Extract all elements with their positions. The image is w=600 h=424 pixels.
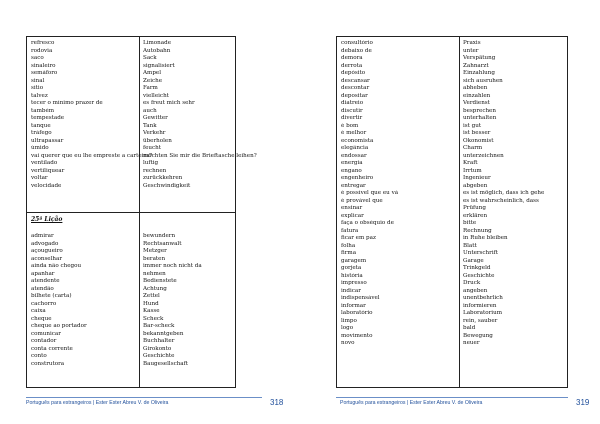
page-number: 319 xyxy=(576,398,590,407)
vocab-term-de: zurückkehren xyxy=(143,175,183,181)
vocab-term-pt: refresco xyxy=(31,40,55,46)
vocab-term-de: Geschichte xyxy=(463,272,495,279)
vocab-term-pt: velocidade xyxy=(31,182,62,189)
vocab-term-pt: voltar xyxy=(31,175,48,181)
vocab-term-de: Bedienstete xyxy=(143,278,177,284)
vocab-term-pt: história xyxy=(341,272,363,279)
footer-rule xyxy=(26,397,262,398)
vocab-term-pt: saco xyxy=(31,55,44,61)
vocab-term-pt: energia xyxy=(341,160,363,166)
vocab-term-pt: talvez xyxy=(31,92,48,99)
vocab-term-de: Verkehr xyxy=(143,130,166,136)
vocab-term-de: Garage xyxy=(463,257,484,264)
lesson-heading xyxy=(31,216,62,224)
vocab-term-pt: vai querer que eu lhe empreste a carteira? xyxy=(31,152,153,159)
vocab-term-de: erklären xyxy=(463,212,488,219)
vocab-term-de: vielleicht xyxy=(143,92,169,99)
vocab-table-left xyxy=(26,36,257,388)
vocab-term-pt: cheque xyxy=(31,315,52,322)
vocab-term-pt: é melhor xyxy=(341,130,367,136)
vocab-term-pt: gorjeta xyxy=(341,265,362,271)
vocab-term-pt: comunicar xyxy=(31,330,61,337)
page-number: 318 xyxy=(270,398,284,407)
german-column xyxy=(143,233,202,368)
vocab-term-de: signalisiert xyxy=(143,62,175,69)
vocab-term-pt: conta corrente xyxy=(31,345,73,352)
vocab-term-de: bitte xyxy=(463,220,477,226)
vocab-term-pt: açougueiro xyxy=(31,248,63,254)
vocab-term-de: Ingenieur xyxy=(463,175,491,181)
vocab-term-de: es ist möglich, dass ich gehe xyxy=(463,190,545,196)
vocab-term-de: Scheck xyxy=(143,315,164,322)
vocab-term-de: Autobahn xyxy=(143,47,171,54)
vocab-term-de: überholen xyxy=(143,137,172,144)
vocab-term-de: Bewegung xyxy=(463,332,493,339)
vocab-term-de: Rechnung xyxy=(463,227,492,234)
vocab-term-de: es freut mich sehr xyxy=(143,100,195,106)
vocab-term-pt: depósito xyxy=(341,70,366,76)
vocab-term-pt: é provável que xyxy=(341,197,383,204)
vocab-term-pt: ensinar xyxy=(341,205,363,211)
vocab-term-de: abgeben xyxy=(463,182,488,189)
vocab-term-pt: entregar xyxy=(341,182,366,189)
portuguese-column xyxy=(341,40,398,348)
vocab-term-pt: bilhete (carta) xyxy=(31,293,72,299)
vocab-term-pt: debaixo de xyxy=(341,47,372,54)
vocab-term-de: Zeiche xyxy=(143,77,163,84)
footer-rule xyxy=(336,397,568,398)
vocab-term-de: unter xyxy=(463,47,479,54)
vocab-term-pt: úmido xyxy=(31,145,49,151)
vocab-term-pt: construtora xyxy=(31,360,65,367)
vocab-term-pt: atendente xyxy=(31,278,60,284)
vocab-term-pt: conto xyxy=(31,353,47,359)
vocab-term-de: Verdienst xyxy=(463,100,490,106)
vocab-term-pt: explicar xyxy=(341,212,364,219)
vocab-term-de: unentbehrlich xyxy=(463,295,503,301)
vocab-term-de: feucht xyxy=(143,145,161,151)
vocab-term-pt: admirar xyxy=(31,233,54,239)
vocab-term-de: Unterschrift xyxy=(463,250,498,256)
german-column xyxy=(463,40,544,348)
vocab-term-de: rein, sauber xyxy=(463,317,498,324)
vocab-term-pt: firma xyxy=(341,250,357,256)
vocab-term-pt: informar xyxy=(341,302,366,309)
vocab-term-de: rechnen xyxy=(143,167,167,174)
vocab-term-de: einzahlen xyxy=(463,92,491,99)
vocab-term-de: ist gut xyxy=(463,122,482,129)
vocab-term-de: Sack xyxy=(143,55,157,61)
vocab-term-de: sich ausruhen xyxy=(463,77,503,84)
vocab-term-de: möchten Sie mir die Brieftasche leihen? xyxy=(143,152,257,159)
vocab-term-de: Zahnarzt xyxy=(463,62,489,69)
column-divider xyxy=(459,37,460,387)
vocab-term-de: immer noch nicht da xyxy=(143,263,202,269)
vocab-term-de: informieren xyxy=(463,302,497,309)
vocab-term-pt: ainda não chegou xyxy=(31,263,82,269)
german-column xyxy=(143,40,257,190)
vocab-term-de: Laboratorium xyxy=(463,310,502,316)
vocab-term-pt: depositar xyxy=(341,92,368,99)
vocab-term-de: auch xyxy=(143,107,157,114)
vocab-term-de: Charm xyxy=(463,145,483,151)
vocab-term-de: neuer xyxy=(463,340,480,346)
vocab-term-pt: sítio xyxy=(31,85,44,91)
vocab-term-pt: discutir xyxy=(341,107,363,114)
vocab-term-de: Geschichte xyxy=(143,353,175,359)
vocab-term-pt: advogado xyxy=(31,240,59,247)
vocab-term-pt: tanque xyxy=(31,122,51,129)
vocab-term-de: Praxis xyxy=(463,40,481,46)
vocab-term-pt: ventilado xyxy=(31,160,58,166)
vocab-term-pt: limpo xyxy=(341,317,357,324)
vocab-term-de: Blatt xyxy=(463,242,477,249)
footer-text: Português para estrangeiros | Ester Ester Abreu V. de Oliveira xyxy=(26,400,169,406)
vocab-table-right xyxy=(336,36,568,388)
vocab-term-de: nehmen xyxy=(143,270,166,277)
vocab-term-pt: novo xyxy=(341,340,355,346)
vocab-term-pt: demora xyxy=(341,55,363,61)
vocab-term-pt: movimento xyxy=(341,332,373,339)
vocab-term-pt: divertir xyxy=(341,115,363,121)
vocab-term-pt: semáforo xyxy=(31,70,58,76)
vocab-term-de: besprechen xyxy=(463,107,496,114)
vocab-term-de: Geschwindigkeit xyxy=(143,182,191,189)
vocab-term-pt: também xyxy=(31,107,55,114)
vocab-term-pt: descontar xyxy=(341,85,370,91)
vocab-term-pt: endossar xyxy=(341,152,367,159)
vocab-term-pt: descansar xyxy=(341,77,370,84)
vocab-term-pt: impresso xyxy=(341,280,367,286)
vocab-term-de: Trinkgeld xyxy=(463,265,491,271)
vocab-term-pt: ficar em paz xyxy=(341,235,376,241)
vocab-term-pt: vertiliquear xyxy=(31,167,65,174)
vocab-term-pt: sinaleiro xyxy=(31,62,56,69)
vocab-term-pt: contador xyxy=(31,338,57,344)
vocab-term-de: unterzeichnen xyxy=(463,152,504,159)
vocab-term-de: luftig xyxy=(143,160,159,166)
vocab-term-pt: tecer o mínimo prazer de xyxy=(31,100,103,106)
vocab-term-de: bekanntgeben xyxy=(143,330,184,337)
vocab-term-de: Verspätung xyxy=(463,55,496,61)
lesson-title: 25ª Lição xyxy=(31,216,63,223)
vocab-term-pt: garagem xyxy=(341,257,367,264)
portuguese-column xyxy=(31,233,87,368)
vocab-term-pt: logo xyxy=(341,325,354,331)
vocab-term-de: Farm xyxy=(143,85,158,91)
vocab-term-de: Ampel xyxy=(143,70,162,76)
vocab-term-de: Kasse xyxy=(143,308,160,314)
vocab-term-de: Kraft xyxy=(463,160,478,166)
vocab-term-de: es ist wahrscheinlich, dass xyxy=(463,197,539,204)
row-divider xyxy=(27,212,235,213)
vocab-term-de: Prüfung xyxy=(463,205,486,211)
vocab-term-de: Limonade xyxy=(143,40,172,46)
vocab-term-de: Girokonto xyxy=(143,345,172,352)
vocab-term-pt: consultório xyxy=(341,40,373,46)
vocab-term-de: beraten xyxy=(143,255,166,262)
vocab-term-de: bewundern xyxy=(143,233,176,239)
footer-text: Português para estrangeiros | Ester Ester Abreu V. de Oliveira xyxy=(340,400,483,406)
vocab-term-pt: indicar xyxy=(341,287,361,294)
vocab-term-pt: economista xyxy=(341,137,374,144)
vocab-term-pt: indispensável xyxy=(341,295,380,301)
vocab-term-pt: tempestade xyxy=(31,115,65,121)
vocab-term-de: ist besser xyxy=(463,130,491,136)
vocab-term-pt: engenheiro xyxy=(341,175,374,181)
vocab-term-pt: cheque ao portador xyxy=(31,323,87,329)
vocab-term-de: Einzahlung xyxy=(463,70,495,76)
vocab-term-pt: tráfego xyxy=(31,130,52,136)
vocab-term-pt: laboratório xyxy=(341,310,373,316)
portuguese-column xyxy=(31,40,152,190)
vocab-term-de: bald xyxy=(463,325,476,331)
vocab-term-de: Buchhalter xyxy=(143,338,175,344)
vocab-term-de: Ökonomist xyxy=(463,137,494,144)
vocab-term-pt: elegância xyxy=(341,145,369,151)
vocab-term-de: Zettel xyxy=(143,293,160,299)
vocab-term-de: Tank xyxy=(143,122,157,129)
vocab-term-pt: aconselhar xyxy=(31,255,63,262)
vocab-term-de: Rechtsanwalt xyxy=(143,240,182,247)
vocab-term-pt: caixa xyxy=(31,308,46,314)
vocab-term-de: Metzger xyxy=(143,248,167,254)
vocab-term-pt: fatura xyxy=(341,227,359,234)
vocab-term-de: Baugesellschaft xyxy=(143,360,188,367)
vocab-term-pt: engano xyxy=(341,167,362,174)
vocab-term-de: Gewitter xyxy=(143,115,168,121)
vocab-term-pt: folha xyxy=(341,242,356,249)
vocab-term-pt: é possível que eu vá xyxy=(341,190,399,196)
vocab-term-de: Bar-scheck xyxy=(143,323,175,329)
vocab-term-de: Achtung xyxy=(143,285,167,292)
vocab-term-de: Druck xyxy=(463,280,481,286)
vocab-term-pt: atendão xyxy=(31,285,54,292)
vocab-term-de: in Ruhe bleiben xyxy=(463,235,508,241)
vocab-term-pt: faça o obséquio de xyxy=(341,220,394,226)
vocab-term-pt: ultrapassar xyxy=(31,137,64,144)
vocab-term-pt: sinal xyxy=(31,77,45,84)
right-page xyxy=(300,0,600,424)
vocab-term-pt: apanhar xyxy=(31,270,55,277)
vocab-term-pt: derrota xyxy=(341,62,363,69)
vocab-term-pt: rodovia xyxy=(31,47,53,54)
vocab-term-de: abheben xyxy=(463,85,488,91)
vocab-term-de: Irrtum xyxy=(463,167,482,174)
vocab-term-de: angeben xyxy=(463,287,488,294)
vocab-term-de: Hund xyxy=(143,300,159,307)
vocab-term-pt: é bom xyxy=(341,122,359,129)
vocab-term-pt: diatreio xyxy=(341,100,364,106)
vocab-term-de: unterhalten xyxy=(463,115,497,121)
vocab-term-pt: cachorro xyxy=(31,300,57,307)
